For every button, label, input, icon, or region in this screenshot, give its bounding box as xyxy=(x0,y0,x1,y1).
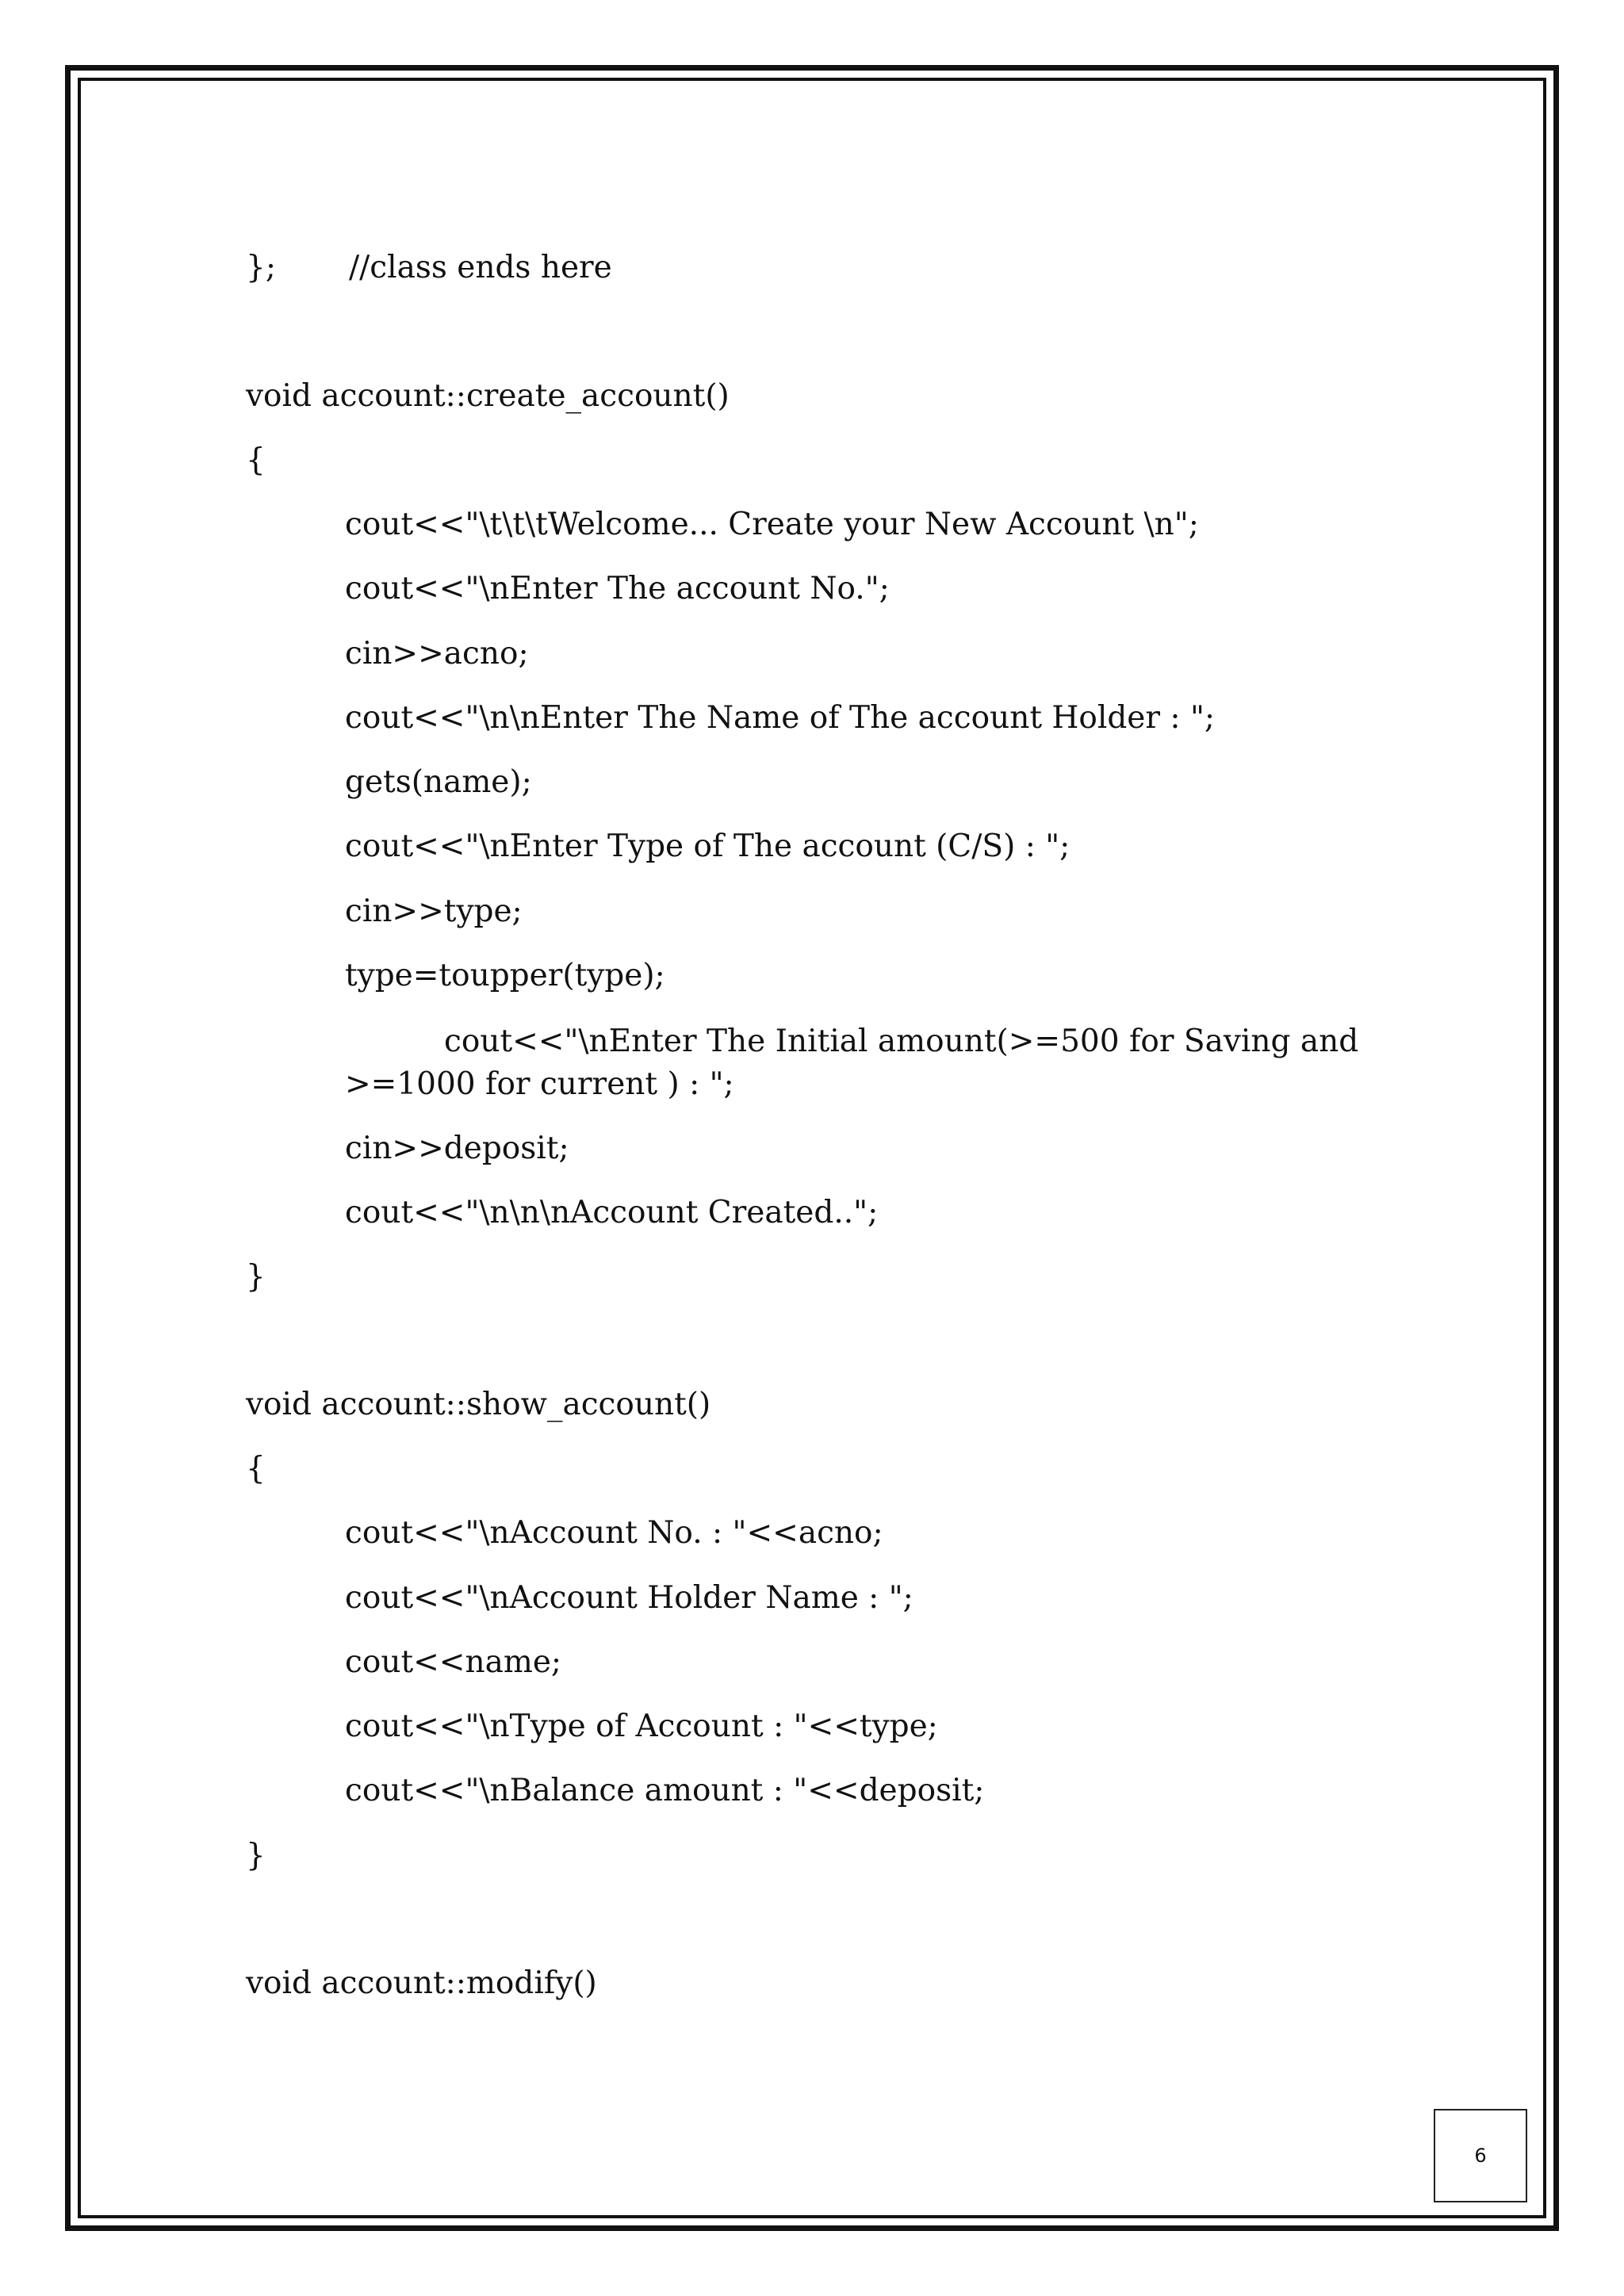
code-line: cout<<name; xyxy=(345,1644,562,1680)
code-line: cin>>type; xyxy=(345,894,523,929)
code-line: cin>>deposit; xyxy=(345,1131,569,1166)
code-line: cout<<"\nEnter The account No."; xyxy=(345,571,890,607)
show-account-close-brace: } xyxy=(246,1838,266,1873)
code-line: cout<<"\n\n\nAccount Created.."; xyxy=(345,1195,879,1230)
code-line: cout<<"\nAccount Holder Name : "; xyxy=(345,1580,914,1616)
code-line: cout<<"\n\nEnter The Name of The account Holder : "; xyxy=(345,700,1216,736)
code-line: cin>>acno; xyxy=(345,636,529,672)
code-line-continued: >=1000 for current ) : "; xyxy=(345,1066,734,1102)
code-line: gets(name); xyxy=(345,764,532,800)
create-account-signature: void account::create_account() xyxy=(246,378,730,414)
class-end-line: }; xyxy=(246,250,276,285)
class-end-comment: //class ends here xyxy=(349,250,612,285)
code-line: type=toupper(type); xyxy=(345,958,665,993)
code-line: cout<<"\nEnter The Initial amount(>=500 for Saving and xyxy=(444,1024,1359,1059)
page-number-box xyxy=(1434,2109,1527,2202)
create-account-close-brace: } xyxy=(246,1259,266,1295)
page-number: 6 xyxy=(1474,2145,1487,2167)
code-line: cout<<"\nBalance amount : "<<deposit; xyxy=(345,1773,985,1808)
show-account-signature: void account::show_account() xyxy=(246,1387,711,1422)
code-line: cout<<"\nEnter Type of The account (C/S) : "; xyxy=(345,828,1071,864)
show-account-open-brace: { xyxy=(246,1451,266,1487)
create-account-open-brace: { xyxy=(246,442,266,478)
code-line: cout<<"\nAccount No. : "<<acno; xyxy=(345,1515,883,1551)
code-line: cout<<"\nType of Account : "<<type; xyxy=(345,1709,938,1744)
code-line: cout<<"\t\t\tWelcome... Create your New Account \n"; xyxy=(345,507,1199,542)
modify-signature: void account::modify() xyxy=(246,1965,597,2001)
